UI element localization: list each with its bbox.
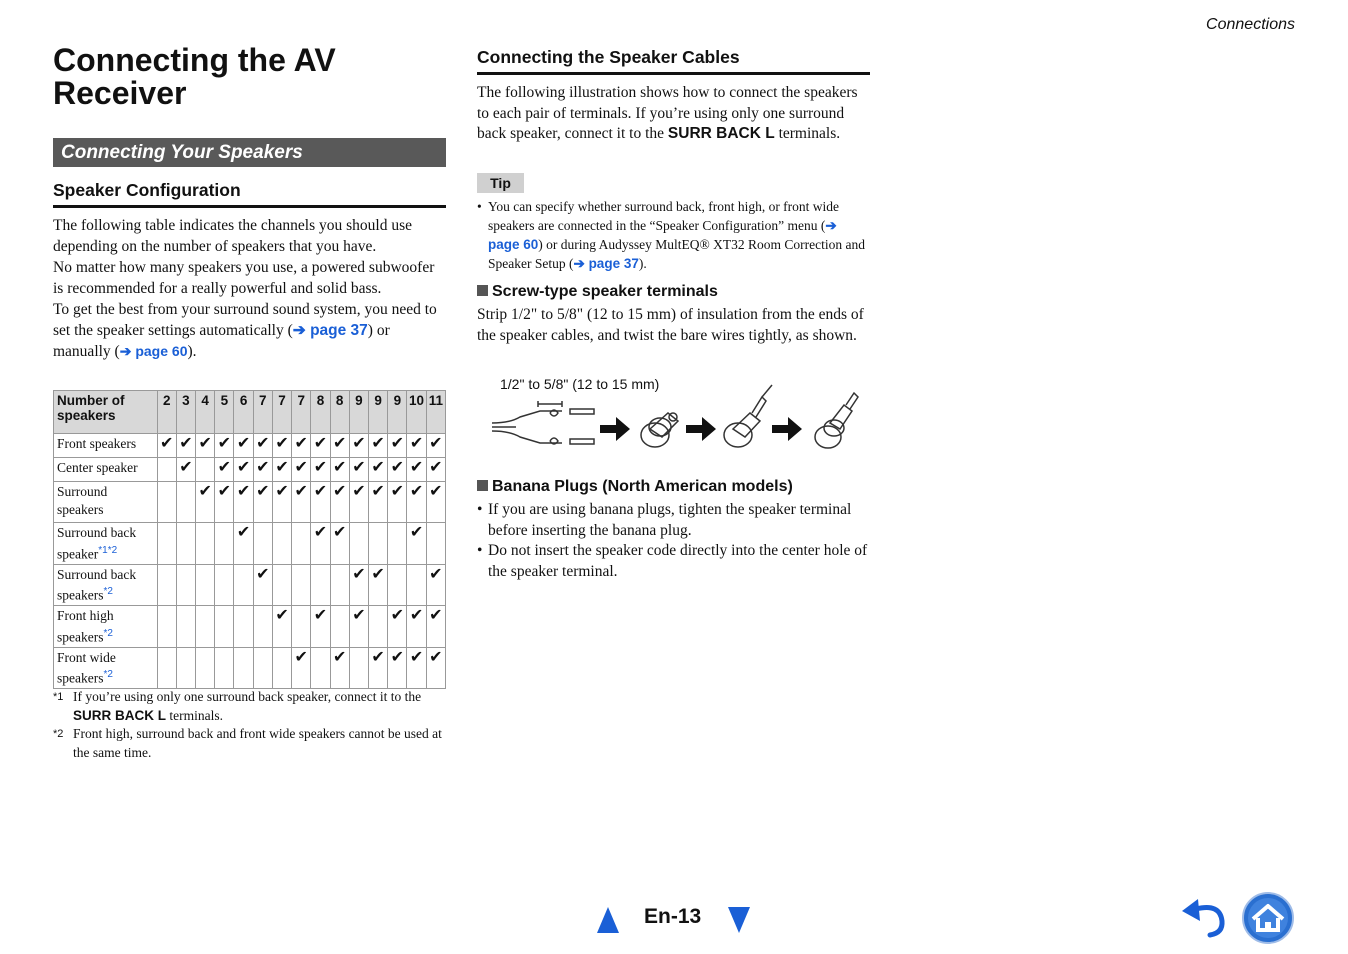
check-mark: ✔ (292, 647, 311, 689)
column-header: 7 (253, 391, 272, 434)
banana-plugs-heading (477, 478, 793, 496)
check-mark: ✔ (253, 564, 272, 606)
check-mark: ✔ (407, 482, 426, 523)
empty-cell (157, 482, 176, 523)
check-mark: ✔ (330, 458, 349, 482)
check-mark: ✔ (426, 434, 445, 458)
empty-cell (215, 647, 234, 689)
check-mark: ✔ (157, 434, 176, 458)
check-mark: ✔ (369, 482, 388, 523)
footnote-marker: *2 (53, 728, 64, 740)
speaker-configuration-intro (53, 216, 446, 364)
check-mark: ✔ (234, 523, 253, 565)
empty-cell (292, 564, 311, 606)
arrow-right-icon: ➔ (292, 321, 306, 339)
table-header-row (54, 391, 446, 434)
page-60-link[interactable] (120, 343, 188, 359)
row-label (54, 482, 158, 523)
table-body (54, 434, 446, 689)
page-37-link[interactable] (293, 322, 368, 339)
check-mark: ✔ (272, 482, 291, 523)
empty-cell (157, 606, 176, 648)
row-label (54, 564, 158, 606)
footnote-1 (53, 688, 446, 725)
check-mark: ✔ (311, 482, 330, 523)
check-mark: ✔ (426, 564, 445, 606)
footnote-reference: *1*2 (98, 544, 118, 556)
check-mark: ✔ (407, 458, 426, 482)
footnotes (53, 688, 446, 762)
banana-plugs-list (477, 500, 870, 582)
heading-text: Screw-type speaker terminals (492, 283, 718, 300)
check-mark: ✔ (292, 458, 311, 482)
triangle-up-icon (597, 907, 619, 933)
row-label-text: Center speaker (57, 460, 138, 475)
check-mark: ✔ (311, 434, 330, 458)
check-mark: ✔ (349, 458, 368, 482)
empty-cell (253, 606, 272, 648)
column-header: 4 (196, 391, 215, 434)
check-mark: ✔ (426, 458, 445, 482)
check-mark: ✔ (407, 647, 426, 689)
footnote-marker: *1 (53, 691, 64, 703)
next-page-button[interactable] (727, 906, 751, 934)
text-span: ). (187, 343, 197, 360)
empty-cell (426, 523, 445, 565)
terminal-name: SURR BACK L (73, 707, 166, 723)
text-span: Front high, surround back and front wide speakers cannot be used at the same time. (73, 726, 442, 760)
text-span: terminals. (774, 125, 841, 142)
check-mark: ✔ (215, 458, 234, 482)
cable-stripping-illustration (490, 383, 870, 455)
empty-cell (292, 606, 311, 648)
check-mark: ✔ (272, 458, 291, 482)
empty-cell (349, 647, 368, 689)
speaker-terminal-icon (641, 413, 678, 447)
check-mark: ✔ (369, 434, 388, 458)
check-mark: ✔ (407, 523, 426, 565)
check-mark: ✔ (349, 434, 368, 458)
check-mark: ✔ (176, 434, 195, 458)
home-icon (1243, 893, 1293, 943)
empty-cell (272, 523, 291, 565)
empty-cell (176, 564, 195, 606)
empty-cell (292, 523, 311, 565)
empty-cell (253, 647, 272, 689)
row-label (54, 523, 158, 565)
check-mark: ✔ (253, 434, 272, 458)
empty-cell (369, 606, 388, 648)
arrow-right-icon (600, 417, 802, 441)
text-span: ) or during Audyssey MultEQ® XT32 Room Correction and Speaker Setup ( (488, 237, 866, 271)
speaker-configuration-heading: Speaker Configuration (53, 180, 446, 208)
heading-text: Banana Plugs (North American models) (492, 478, 793, 495)
check-mark: ✔ (426, 606, 445, 648)
empty-cell (215, 523, 234, 565)
column-header: 5 (215, 391, 234, 434)
check-mark: ✔ (330, 647, 349, 689)
text-span: ). (638, 256, 647, 271)
arrow-right-icon: ➔ (573, 256, 585, 271)
check-mark: ✔ (388, 606, 407, 648)
empty-cell (196, 564, 215, 606)
check-mark: ✔ (369, 647, 388, 689)
check-mark: ✔ (369, 458, 388, 482)
check-mark: ✔ (311, 606, 330, 648)
empty-cell (407, 564, 426, 606)
check-mark: ✔ (407, 434, 426, 458)
check-mark: ✔ (369, 564, 388, 606)
row-label (54, 647, 158, 689)
check-mark: ✔ (349, 606, 368, 648)
check-mark: ✔ (215, 434, 234, 458)
empty-cell (196, 606, 215, 648)
check-mark: ✔ (196, 434, 215, 458)
speaker-configuration-table (53, 390, 446, 689)
empty-cell (196, 647, 215, 689)
table-row (54, 647, 446, 689)
empty-cell (215, 564, 234, 606)
text-span: To get the best from your surround sound system, you need to set the speaker settings automatically ( (53, 301, 437, 339)
check-mark: ✔ (253, 458, 272, 482)
check-mark: ✔ (388, 458, 407, 482)
link-text: page 37 (310, 321, 368, 339)
empty-cell (215, 606, 234, 648)
arrow-right-icon: ➔ (825, 218, 837, 233)
empty-cell (176, 606, 195, 648)
footnote-reference: *2 (103, 586, 113, 597)
text-span: The following illustration shows how to connect the speakers to each pair of terminals. If you’re using only one surround back speaker, connect it to the (477, 84, 858, 142)
table-row (54, 434, 446, 458)
triangle-down-icon (728, 907, 750, 933)
column-header: 6 (234, 391, 253, 434)
square-bullet-icon (477, 285, 488, 296)
check-mark: ✔ (330, 434, 349, 458)
table-header-label: Number of speakers (54, 391, 158, 434)
row-label-text: Front high speakers (57, 608, 114, 644)
empty-cell (272, 564, 291, 606)
empty-cell (234, 564, 253, 606)
check-mark: ✔ (234, 458, 253, 482)
text-span: terminals. (166, 707, 223, 723)
check-mark: ✔ (215, 482, 234, 523)
speaker-cable-icon (492, 401, 594, 444)
check-mark: ✔ (407, 606, 426, 648)
footnote-reference: *2 (103, 627, 113, 639)
table-row (54, 523, 446, 565)
empty-cell (253, 523, 272, 565)
text-span: If you’re using only one surround back speaker, connect it to the (73, 689, 422, 704)
section-label: Connections (1206, 16, 1295, 33)
column-header: 8 (330, 391, 349, 434)
row-label-text: Surround back speakers (57, 566, 137, 603)
empty-cell (157, 564, 176, 606)
check-mark: ✔ (311, 523, 330, 565)
check-mark: ✔ (330, 523, 349, 565)
check-mark: ✔ (253, 482, 272, 523)
strip-length-label: 1/2" to 5/8" (12 to 15 mm) (500, 376, 660, 392)
table-row (54, 458, 446, 482)
intro-paragraph: The following table indicates the channels you should use depending on the number of speakers that you have. (53, 217, 412, 255)
list-item: • If you are using banana plugs, tighten the speaker terminal before inserting the banana plug. (477, 500, 870, 541)
check-mark: ✔ (330, 482, 349, 523)
empty-cell (176, 523, 195, 565)
check-mark: ✔ (426, 647, 445, 689)
column-header: 9 (369, 391, 388, 434)
list-item: • Do not insert the speaker code directly into the center hole of the speaker terminal. (477, 541, 870, 582)
link-text: page 60 (135, 343, 188, 359)
row-label (54, 434, 158, 458)
check-mark: ✔ (388, 434, 407, 458)
empty-cell (311, 647, 330, 689)
empty-cell (176, 647, 195, 689)
intro-paragraph: No matter how many speakers you use, a powered subwoofer is recommended for a really powerful and solid bass. (53, 259, 435, 297)
intro-paragraph (53, 300, 446, 363)
check-mark: ✔ (272, 434, 291, 458)
page-number: En-13 (644, 905, 702, 928)
empty-cell (388, 564, 407, 606)
empty-cell (349, 523, 368, 565)
home-button[interactable] (1241, 891, 1295, 945)
check-mark: ✔ (272, 606, 291, 648)
row-label-text: Surround back speaker (57, 525, 137, 561)
row-label (54, 606, 158, 648)
column-header: 7 (292, 391, 311, 434)
tip-list (477, 197, 870, 273)
speaker-cables-intro (477, 83, 870, 145)
empty-cell (388, 523, 407, 565)
row-label-text: Front speakers (57, 436, 137, 451)
check-mark: ✔ (234, 434, 253, 458)
back-button[interactable] (1180, 897, 1228, 939)
empty-cell (369, 523, 388, 565)
empty-cell (330, 564, 349, 606)
section-banner: Connecting Your Speakers (53, 138, 446, 167)
empty-cell (272, 647, 291, 689)
column-header: 11 (426, 391, 445, 434)
table-row (54, 564, 446, 606)
check-mark: ✔ (196, 482, 215, 523)
check-mark: ✔ (349, 482, 368, 523)
tip-item (477, 197, 870, 273)
speaker-terminal-icon (815, 393, 858, 448)
page-title: Connecting the AV Receiver (53, 42, 336, 111)
empty-cell (234, 647, 253, 689)
empty-cell (196, 523, 215, 565)
table-row (54, 482, 446, 523)
check-mark: ✔ (292, 434, 311, 458)
empty-cell (196, 458, 215, 482)
check-mark: ✔ (234, 482, 253, 523)
square-bullet-icon (477, 480, 488, 491)
empty-cell (330, 606, 349, 648)
column-header: 3 (176, 391, 195, 434)
text-span: ) or manually ( (53, 321, 390, 360)
row-label-text: Front wide speakers (57, 649, 116, 686)
check-mark: ✔ (388, 647, 407, 689)
tip-badge: Tip (477, 173, 524, 193)
check-mark: ✔ (292, 482, 311, 523)
table-row (54, 606, 446, 648)
empty-cell (234, 606, 253, 648)
screw-terminals-text: Strip 1/2" to 5/8" (12 to 15 mm) of insulation from the ends of the speaker cables, and twist the bare wires tightly, as shown. (477, 306, 864, 344)
text-span: You can specify whether surround back, front high, or front wide speakers are connected in the “Speaker Configuration” menu ( (488, 199, 840, 233)
column-header: 9 (388, 391, 407, 434)
page-37-link[interactable] (573, 256, 638, 271)
check-mark: ✔ (311, 458, 330, 482)
check-mark: ✔ (388, 482, 407, 523)
empty-cell (157, 523, 176, 565)
previous-page-button[interactable] (596, 906, 620, 934)
column-header: 7 (272, 391, 291, 434)
speaker-terminal-icon (724, 385, 772, 447)
empty-cell (311, 564, 330, 606)
speaker-cables-heading: Connecting the Speaker Cables (477, 47, 870, 75)
link-text: page 37 (588, 256, 639, 271)
row-label (54, 458, 158, 482)
check-mark: ✔ (349, 564, 368, 606)
check-mark: ✔ (176, 458, 195, 482)
arrow-right-icon: ➔ (119, 343, 132, 359)
column-header: 9 (349, 391, 368, 434)
return-arrow-icon (1182, 899, 1222, 935)
footnote-reference: *2 (103, 669, 113, 680)
column-header: 2 (157, 391, 176, 434)
row-label-text: Surround speakers (57, 484, 108, 517)
empty-cell (176, 482, 195, 523)
link-text: page 60 (488, 237, 539, 252)
column-header: 10 (407, 391, 426, 434)
terminal-name: SURR BACK L (667, 125, 775, 142)
empty-cell (157, 647, 176, 689)
footnote-2 (53, 725, 446, 762)
column-header: 8 (311, 391, 330, 434)
empty-cell (157, 458, 176, 482)
screw-terminals-heading (477, 283, 718, 301)
check-mark: ✔ (426, 482, 445, 523)
